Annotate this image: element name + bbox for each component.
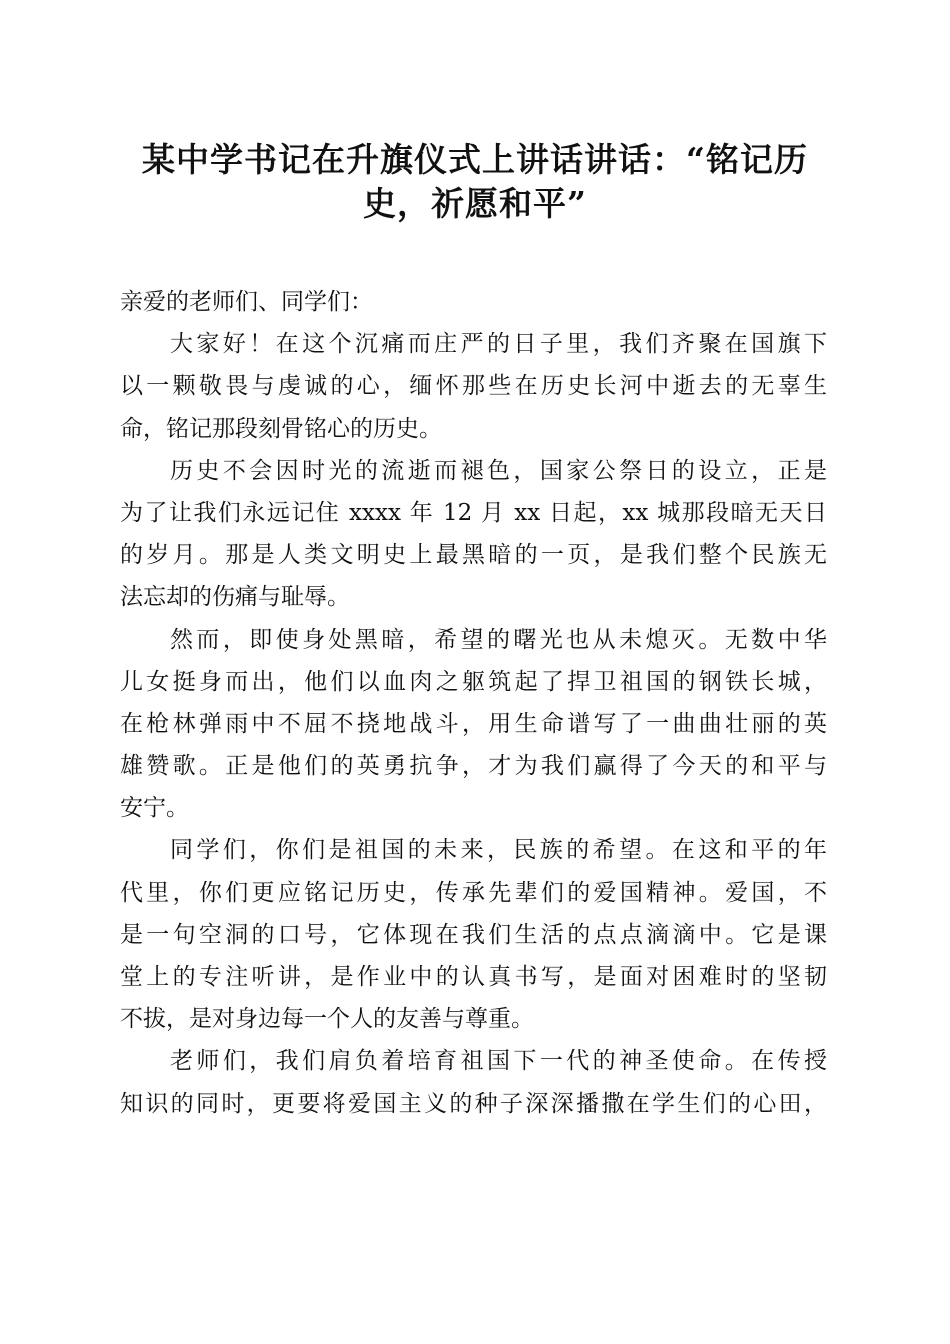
document-title [118, 138, 832, 226]
paragraph-line: 法忘却的伤痛与耻辱。 [120, 584, 350, 611]
paragraph-line: 的岁月。那是人类文明史上最黑暗的一页，是我们整个民族无 [120, 542, 827, 569]
paragraph-line: 同学们，你们是祖国的未来，民族的希望。在这和平的年 [170, 837, 827, 864]
paragraph-line: 雄赞歌。正是他们的英勇抗争，才为我们赢得了今天的和平与 [120, 753, 827, 780]
paragraph-5 [120, 1040, 827, 1124]
paragraph-4 [120, 829, 827, 1040]
paragraph-line: 儿女挺身而出，他们以血肉之躯筑起了捍卫祖国的钢铁长城， [120, 668, 827, 695]
title-line-2: 史，祈愿和平” [363, 184, 587, 223]
paragraph-line: 老师们，我们肩负着培育祖国下一代的神圣使命。在传授 [170, 1048, 827, 1075]
paragraph-1 [120, 323, 827, 450]
paragraph-line: 代里，你们更应铭记历史，传承先辈们的爱国精神。爱国，不 [120, 879, 827, 906]
paragraph-line: 为了让我们永远记住 xxxx 年 12 月 xx 日起，xx 城那段暗无天日 [120, 499, 827, 526]
salutation: 亲爱的老师们、同学们： [120, 289, 373, 315]
paragraph-line: 命，铭记那段刻骨铭心的历史。 [120, 415, 442, 442]
paragraph-line: 堂上的专注听讲，是作业中的认真书写，是面对困难时的坚韧 [120, 964, 827, 990]
paragraph-line: 安宁。 [120, 795, 189, 822]
paragraph-line: 然而，即使身处黑暗，希望的曙光也从未熄灭。无数中华 [170, 626, 827, 653]
paragraph-line: 不拔，是对身边每一个人的友善与尊重。 [120, 1006, 534, 1033]
paragraph-line: 以一颗敬畏与虔诚的心，缅怀那些在历史长河中逝去的无辜生 [120, 373, 827, 400]
document-body [120, 281, 827, 1125]
paragraph-line: 历史不会因时光的流逝而褪色，国家公祭日的设立，正是 [170, 457, 827, 484]
paragraph-3 [120, 619, 827, 830]
title-line-1: 某中学书记在升旗仪式上讲话讲话：“铭记历 [142, 140, 808, 179]
paragraph-line: 大家好！在这个沉痛而庄严的日子里，我们齐聚在国旗下 [170, 331, 827, 358]
paragraph-2 [120, 450, 827, 619]
paragraph-line: 是一句空洞的口号，它体现在我们生活的点点滴滴中。它是课 [120, 921, 827, 948]
paragraph-line: 在枪林弹雨中不屈不挠地战斗，用生命谱写了一曲曲壮丽的英 [120, 710, 827, 737]
paragraph-line: 知识的同时，更要将爱国主义的种子深深播撒在学生们的心田， [120, 1090, 827, 1117]
